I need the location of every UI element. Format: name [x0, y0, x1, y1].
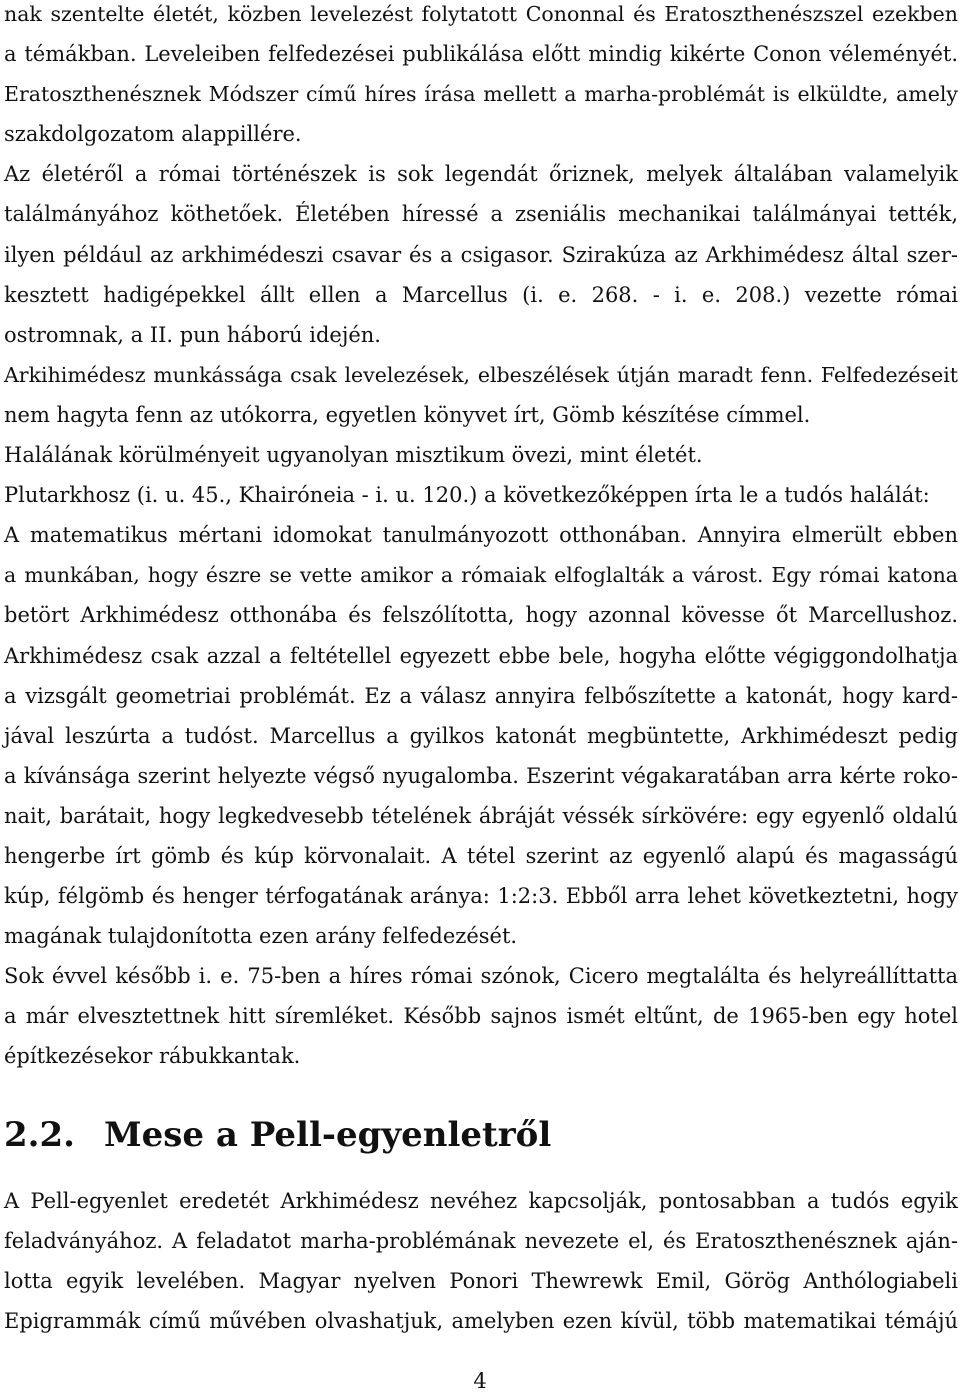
text-line: nait, barátait, hogy legkedvesebb tételének ábráját véssék sírkövére: egy egyenlő oldalú [4, 803, 958, 828]
text-line: ilyen például az arkhimédeszi csavar és a csigasor. Szirakúza az Arkhimédesz által szer- [4, 242, 958, 267]
text-line: hengerbe írt gömb és kúp körvonalait. A tétel szerint az egyenlő alapú és magasságú [4, 843, 958, 868]
text-line: Epigrammák című művében olvashatjuk, amelyben ezen kívül, több matematikai témájú [4, 1309, 958, 1334]
text-line: betört Arkhimédesz otthonába és felszólította, hogy azonnal kövesse őt Marcellushoz. [4, 603, 958, 628]
text-line: Arkhimédesz csak azzal a feltétellel egyezett ebbe bele, hogyha előtte végiggondolhatja [4, 643, 958, 668]
text-line: Plutarkhosz (i. u. 45., Khairóneia - i. u. 120.) a következőképpen írta le a tudós halálát: [4, 483, 930, 508]
section-title: Mese a Pell-egyenletről [104, 1115, 552, 1155]
text-line: a vizsgált geometriai problémát. Ez a válasz annyira felbőszítette a katonát, hogy kard- [4, 683, 958, 708]
text-line: A matematikus mértani idomokat tanulmányozott otthonában. Annyira elmerült ebben [4, 523, 958, 548]
text-line: lotta egyik levelében. Magyar nyelven Ponori Thewrewk Emil, Görög Anthólogiabeli [4, 1269, 958, 1294]
text-line: A Pell-egyenlet eredetét Arkhimédesz nevéhez kapcsolják, pontosabban a tudós egyik [4, 1189, 958, 1213]
text-line: a már elvesztettnek hitt síremléket. Később sajnos ismét eltűnt, de 1965-ben egy hotel [4, 1004, 958, 1029]
text-line: jával leszúrta a tudóst. Marcellus a gyilkos katonát megbüntette, Arkhimédeszt pedig [4, 723, 958, 748]
section-heading [4, 1107, 551, 1163]
text-line: találmányához köthetőek. Életében híressé a zseniális mechanikai találmányai tették, [4, 202, 958, 227]
section-body [4, 1181, 958, 1341]
text-line: Eratoszthenésznek Módszer című híres írása mellett a marha-problémát is elküldte, amely [4, 82, 958, 107]
text-line: a témákban. Leveleiben felfedezései publikálása előtt mindig kikérte Conon véleményét. [4, 42, 958, 67]
text-line: ostromnak, a II. pun háború idején. [4, 322, 381, 347]
section-number: 2.2. [4, 1115, 75, 1155]
text-line: feladványához. A feladatot marha-problémának nevezete el, és Eratoszthenésznek aján- [4, 1229, 958, 1254]
text-line: Sok évvel később i. e. 75-ben a híres római szónok, Cicero megtalálta és helyreállíttatta [4, 964, 958, 989]
text-line: építkezésekor rábukkantak. [4, 1044, 301, 1069]
text-line: szakdolgozatom alappillére. [4, 122, 302, 147]
page-number: 4 [473, 1369, 487, 1393]
text-line: Halálának körülményeit ugyanolyan misztikum övezi, mint életét. [4, 443, 703, 468]
text-line: nak szentelte életét, közben levelezést folytatott Cononnal és Eratoszthenészszel ezekben [4, 2, 958, 26]
text-line: a kívánsága szerint helyezte végső nyugalomba. Eszerint végakaratában arra kérte roko- [4, 763, 958, 788]
text-line: a munkában, hogy észre se vette amikor a rómaiak elfoglalták a várost. Egy római katona [4, 563, 958, 588]
text-line: magának tulajdonította ezen arány felfedezését. [4, 924, 518, 949]
text-line: nem hagyta fenn az utókorra, egyetlen könyvet írt, Gömb készítése címmel. [4, 402, 811, 427]
text-line: kúp, félgömb és henger térfogatának aránya: 1:2:3. Ebből arra lehet következtetni, hogy [4, 884, 958, 909]
text-line: kesztett hadigépekkel állt ellen a Marcellus (i. e. 268. - i. e. 208.) vezette római [4, 282, 958, 307]
text-line: Arkihimédesz munkássága csak levelezések, elbeszélések útján maradt fenn. Felfedezéseit [4, 362, 958, 387]
text-line: Az életéről a római történészek is sok legendát őriznek, melyek általában valamelyik [4, 162, 958, 187]
document-body [4, 0, 958, 1077]
